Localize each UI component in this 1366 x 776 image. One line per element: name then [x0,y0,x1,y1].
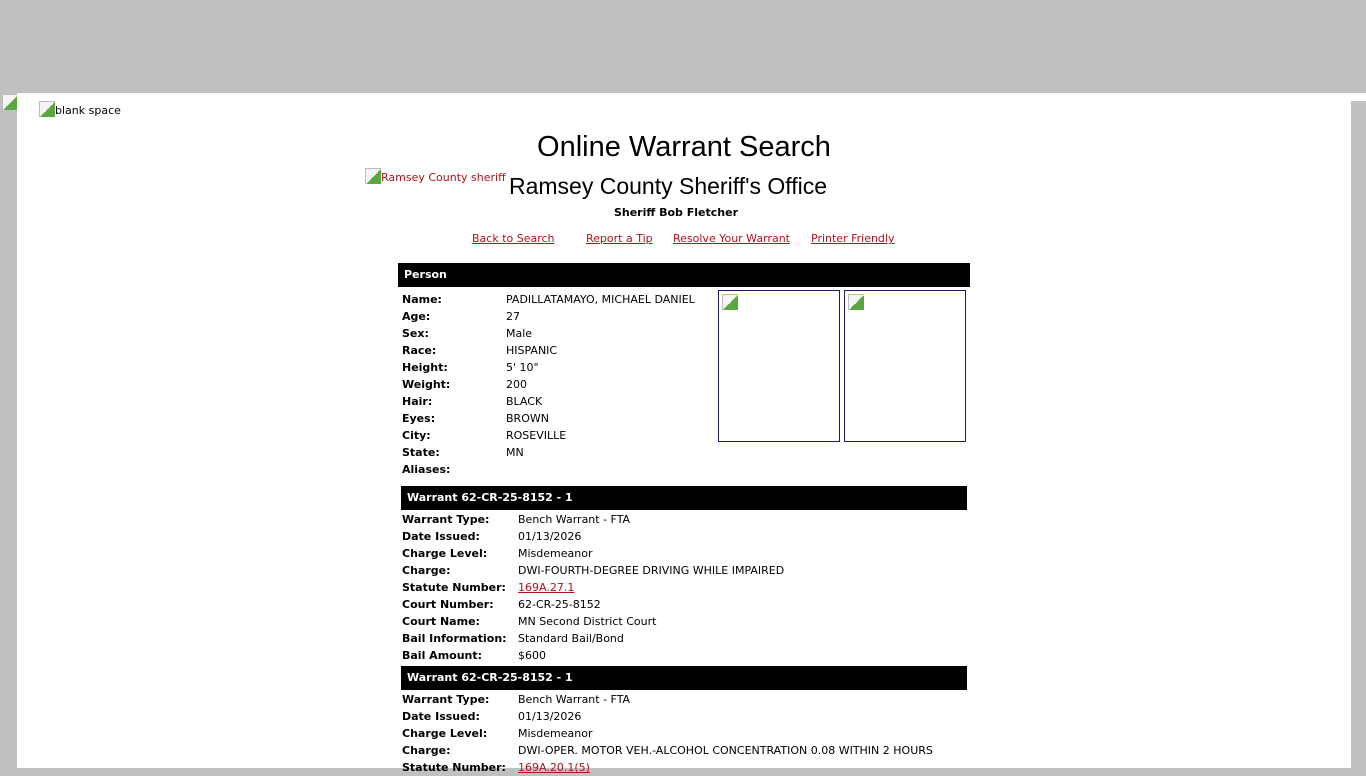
office-name: Ramsey County Sheriff's Office [509,173,828,199]
field-value: MN Second District Court [518,615,657,628]
field-label: Charge Level: [402,547,488,560]
detail-row [402,359,539,376]
field-label: Statute Number: [402,581,506,594]
broken-image-icon [365,168,381,184]
sheriff-logo-link[interactable] [365,168,506,184]
field-label: Warrant Type: [402,693,490,706]
sheriff-name: Sheriff Bob Fletcher [613,206,739,219]
field-value: 01/13/2026 [518,710,582,723]
detail-row [402,376,527,393]
field-label: Charge Level: [402,727,488,740]
blank-space-image [39,101,121,117]
field-label: Charge: [402,564,451,577]
field-label: Eyes: [402,412,436,425]
broken-image-icon [722,294,738,310]
field-value: DWI-OPER. MOTOR VEH.-ALCOHOL CONCENTRATION 0.08 WITHIN 2 HOURS [518,744,933,757]
broken-image-icon [39,101,55,117]
detail-row [402,579,574,596]
field-value: Male [506,327,533,340]
field-value: PADILLATAMAYO, MICHAEL DANIEL [506,293,695,306]
field-value: DWI-FOURTH-DEGREE DRIVING WHILE IMPAIRED [518,564,785,577]
broken-image-icon [848,294,864,310]
page-edge [1351,93,1366,101]
detail-row [402,511,630,528]
logo-alt-text: Ramsey County sheriff [381,171,506,184]
warrant-header: Warrant 62-CR-25-8152 - 1 [401,486,967,510]
field-value: Misdemeanor [518,547,593,560]
field-label: Date Issued: [402,710,480,723]
detail-row [402,562,784,579]
report-tip-link[interactable]: Report a Tip [586,232,653,245]
field-value: Bench Warrant - FTA [518,513,631,526]
detail-row [402,596,601,613]
field-label: Age: [402,310,431,323]
detail-row [402,342,557,359]
field-value: Bench Warrant - FTA [518,693,631,706]
field-label: State: [402,446,440,459]
detail-row [402,708,581,725]
statute-link[interactable]: 169A.27.1 [518,581,575,594]
detail-row [402,691,630,708]
field-label: Statute Number: [402,761,506,774]
field-value: Misdemeanor [518,727,593,740]
detail-row [402,725,592,742]
field-value: 5' 10" [506,361,539,374]
field-value: BLACK [506,395,543,408]
field-label: Bail Information: [402,632,507,645]
field-value: 27 [506,310,520,323]
field-label: Name: [402,293,442,306]
field-value: Standard Bail/Bond [518,632,624,645]
mugshot-photo [718,290,840,442]
detail-row [402,742,933,759]
detail-row [402,444,524,461]
field-value: HISPANIC [506,344,558,357]
field-label: Charge: [402,744,451,757]
field-label: Race: [402,344,437,357]
detail-row [402,647,546,664]
statute-link[interactable]: 169A.20.1(5) [518,761,590,774]
back-to-search-link[interactable]: Back to Search [472,232,555,245]
resolve-warrant-link[interactable]: Resolve Your Warrant [673,232,790,245]
page-body [17,93,1351,774]
field-label: Hair: [402,395,433,408]
field-label: Aliases: [402,463,451,476]
detail-row [402,308,520,325]
detail-row [402,630,624,647]
detail-row [402,545,592,562]
detail-row [402,613,656,630]
person-header: Person [398,263,970,287]
field-label: Warrant Type: [402,513,490,526]
detail-row [402,410,549,427]
field-value: BROWN [506,412,549,425]
image-alt-text: blank space [55,104,121,117]
field-value: MN [506,446,524,459]
detail-row [402,393,542,410]
field-label: Date Issued: [402,530,480,543]
detail-row [402,461,506,478]
detail-row [402,528,581,545]
page-title: Online Warrant Search [537,131,831,163]
field-label: Bail Amount: [402,649,483,662]
broken-image-icon [2,94,18,110]
mugshot-photo [844,290,966,442]
field-label: Height: [402,361,448,374]
detail-row [402,427,566,444]
field-value: 200 [506,378,527,391]
field-label: Weight: [402,378,451,391]
field-label: Court Number: [402,598,494,611]
field-label: Court Name: [402,615,480,628]
field-value: 01/13/2026 [518,530,582,543]
field-label: Sex: [402,327,429,340]
detail-row [402,291,695,308]
printer-friendly-link[interactable]: Printer Friendly [811,232,895,245]
field-value: 62-CR-25-8152 [518,598,601,611]
field-value: $600 [518,649,546,662]
field-value: ROSEVILLE [506,429,567,442]
field-label: City: [402,429,431,442]
warrant-header: Warrant 62-CR-25-8152 - 1 [401,666,967,690]
detail-row [402,325,532,342]
